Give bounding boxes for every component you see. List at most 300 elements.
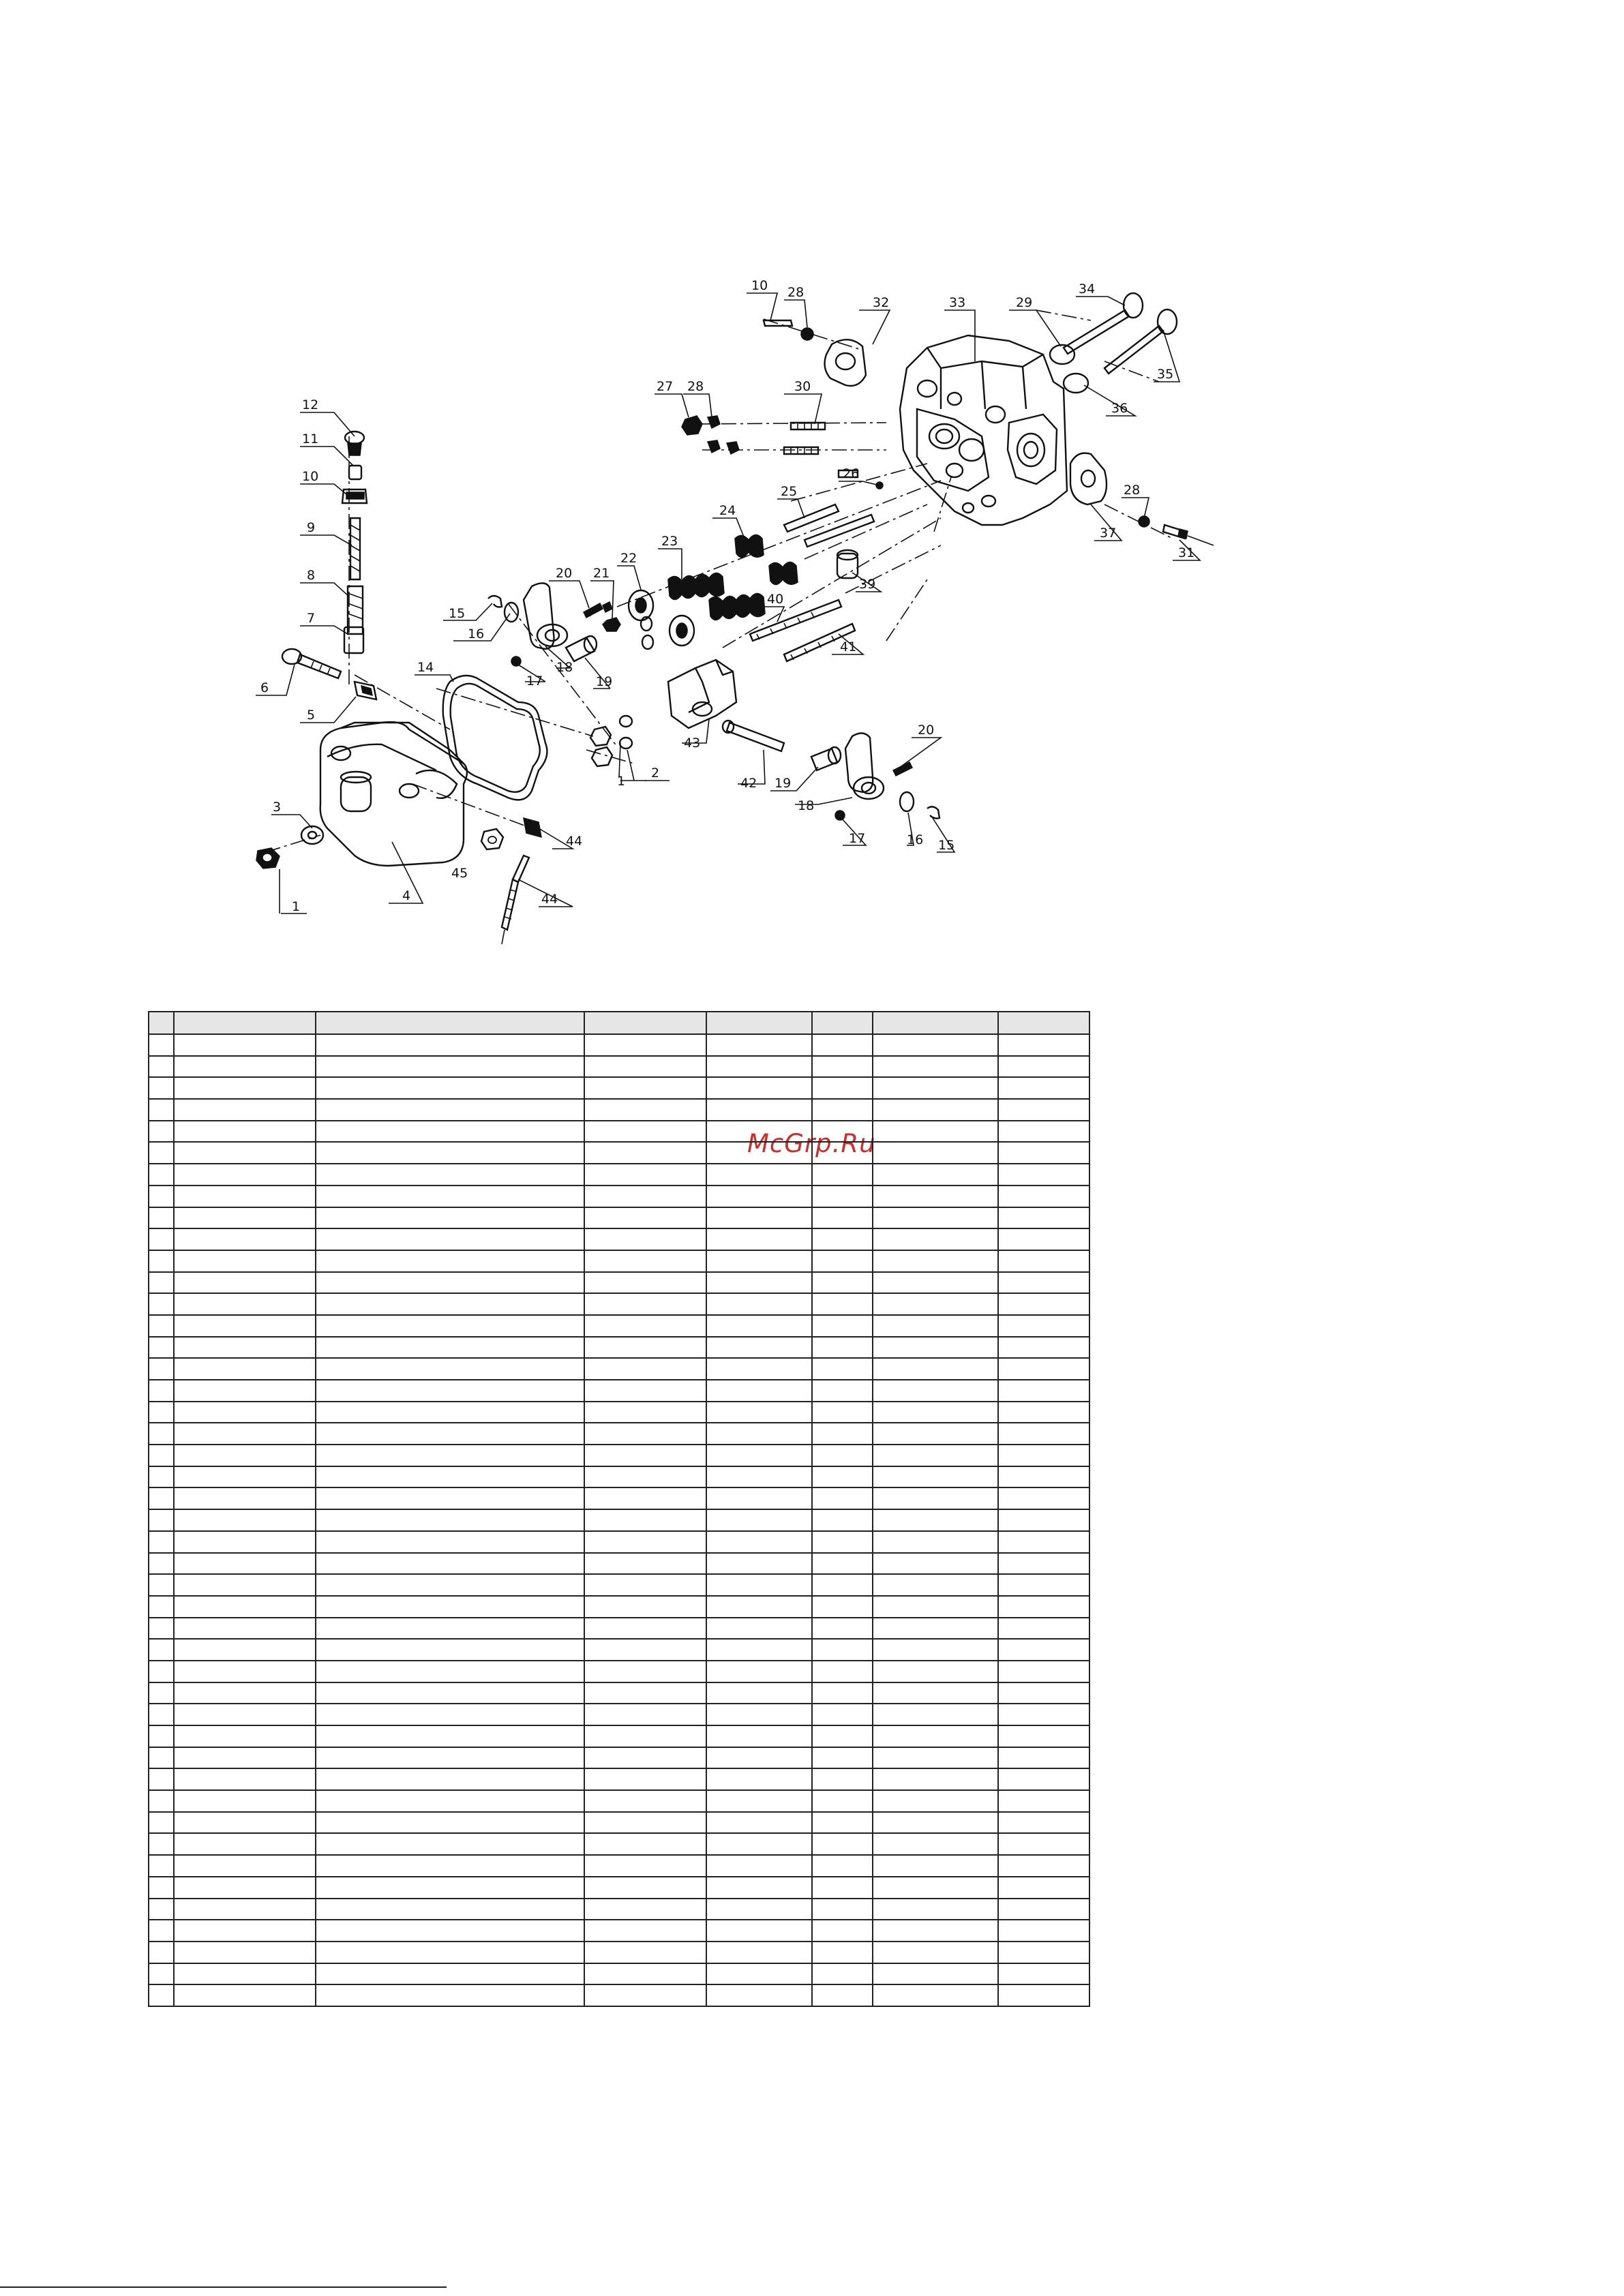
table-cell: [998, 1056, 1089, 1078]
table-row: [149, 1423, 1089, 1445]
table-cell: [706, 1531, 812, 1553]
header-cell-col8: [998, 1012, 1089, 1034]
table-cell: [998, 1077, 1089, 1099]
table-cell: [316, 1250, 584, 1272]
table-row: [149, 1358, 1089, 1380]
callout-20-right: 20: [918, 723, 935, 738]
table-row: [149, 1337, 1089, 1359]
table-cell: [873, 1682, 998, 1704]
table-cell: [149, 1380, 174, 1402]
table-cell: [174, 1293, 316, 1315]
table-cell: [316, 1487, 584, 1509]
part-bolt-6: [282, 649, 341, 678]
table-cell: [174, 1380, 316, 1402]
table-cell: [998, 1272, 1089, 1294]
table-cell: [174, 1509, 316, 1531]
table-cell: [873, 1056, 998, 1078]
table-cell: [706, 1768, 812, 1790]
table-cell: [316, 1574, 584, 1596]
table-cell: [873, 1293, 998, 1315]
part-cylinder-head-33: [900, 335, 1067, 525]
table-cell: [584, 1531, 706, 1553]
table-cell: [149, 1725, 174, 1747]
table-cell: [584, 1121, 706, 1143]
table-cell: [706, 1445, 812, 1466]
callout-28-right: 28: [1124, 483, 1141, 498]
table-cell: [316, 1466, 584, 1488]
table-cell: [998, 1704, 1089, 1725]
table-cell: [873, 1855, 998, 1877]
part-stud-44: [502, 856, 529, 944]
table-cell: [812, 1380, 873, 1402]
callout-2: 2: [651, 766, 660, 781]
table-cell: [149, 1661, 174, 1682]
table-cell: [812, 1833, 873, 1855]
table-cell: [149, 1812, 174, 1834]
table-cell: [149, 1034, 174, 1056]
table-cell: [812, 1423, 873, 1445]
table-cell: [998, 1682, 1089, 1704]
table-cell: [316, 1768, 584, 1790]
table-cell: [998, 1833, 1089, 1855]
table-cell: [812, 1121, 873, 1143]
table-cell: [149, 1358, 174, 1380]
table-row: [149, 1250, 1089, 1272]
callout-38: 39: [859, 577, 876, 592]
table-cell: [174, 1596, 316, 1618]
callout-42: 43: [684, 736, 701, 751]
table-cell: [706, 1034, 812, 1056]
table-cell: [812, 1747, 873, 1769]
table-cell: [998, 1207, 1089, 1229]
table-cell: [316, 1207, 584, 1229]
callout-19-right: 19: [775, 776, 792, 791]
table-cell: [174, 1661, 316, 1682]
callout-25: 25: [781, 484, 798, 499]
table-cell: [316, 1682, 584, 1704]
callout-26: 26: [843, 466, 860, 481]
table-cell: [316, 1423, 584, 1445]
table-cell: [873, 1466, 998, 1488]
table-row: [149, 1185, 1089, 1207]
table-cell: [174, 1337, 316, 1359]
callout-1-center: 1: [617, 774, 626, 789]
table-cell: [873, 1423, 998, 1445]
table-cell: [706, 1380, 812, 1402]
table-cell: [584, 1142, 706, 1164]
table-cell: [149, 1920, 174, 1942]
table-cell: [316, 1877, 584, 1899]
table-cell: [316, 1855, 584, 1877]
callout-28-top: 28: [787, 285, 805, 300]
table-cell: [174, 1812, 316, 1834]
table-cell: [873, 1164, 998, 1185]
table-cell: [149, 1509, 174, 1531]
table-cell: [316, 1185, 584, 1207]
table-cell: [998, 1531, 1089, 1553]
table-cell: [873, 1337, 998, 1359]
table-row: [149, 1855, 1089, 1877]
table-cell: [584, 1877, 706, 1899]
callout-9: 9: [307, 520, 316, 535]
table-row: [149, 1942, 1089, 1963]
table-cell: [316, 1337, 584, 1359]
table-cell: [149, 1574, 174, 1596]
table-cell: [812, 1812, 873, 1834]
table-row: [149, 1099, 1089, 1121]
callout-12: 11: [302, 432, 319, 447]
table-cell: [812, 1682, 873, 1704]
table-cell: [149, 1056, 174, 1078]
table-cell: [812, 1487, 873, 1509]
table-cell: [706, 1899, 812, 1920]
table-cell: [316, 1942, 584, 1963]
callout-44: 44: [541, 892, 558, 907]
table-cell: [149, 1142, 174, 1164]
table-cell: [316, 1984, 584, 2006]
table-cell: [706, 1790, 812, 1812]
table-cell: [812, 1250, 873, 1272]
table-cell: [584, 1855, 706, 1877]
table-cell: [706, 1164, 812, 1185]
table-row: [149, 1833, 1089, 1855]
header-cell-col5: [706, 1012, 812, 1034]
table-cell: [174, 1768, 316, 1790]
table-cell: [174, 1963, 316, 1985]
table-header: [149, 1012, 1089, 1034]
header-cell-no: [149, 1012, 174, 1034]
table-cell: [174, 1942, 316, 1963]
table-row: [149, 1509, 1089, 1531]
table-cell: [174, 1056, 316, 1078]
table-cell: [812, 1639, 873, 1661]
table-cell: [174, 1618, 316, 1640]
table-cell: [316, 1639, 584, 1661]
table-cell: [584, 1337, 706, 1359]
callout-4: 4: [402, 888, 411, 903]
table-cell: [174, 1164, 316, 1185]
table-cell: [316, 1725, 584, 1747]
callout-7: 7: [307, 611, 316, 626]
table-cell: [706, 1877, 812, 1899]
table-cell: [149, 1337, 174, 1359]
table-cell: [149, 1466, 174, 1488]
table-cell: [584, 1790, 706, 1812]
table-cell: [998, 1855, 1089, 1877]
table-cell: [706, 1833, 812, 1855]
table-cell: [584, 1747, 706, 1769]
table-cell: [998, 1228, 1089, 1250]
table-cell: [706, 1185, 812, 1207]
table-cell: [584, 1920, 706, 1942]
footer-rule: [0, 2286, 447, 2288]
table-cell: [584, 1942, 706, 1963]
table-cell: [316, 1963, 584, 1985]
table-cell: [873, 1747, 998, 1769]
table-row: [149, 1315, 1089, 1337]
table-cell: [584, 1963, 706, 1985]
table-cell: [706, 1747, 812, 1769]
callout-36: 36: [1111, 401, 1128, 416]
table-cell: [584, 1164, 706, 1185]
table-cell: [706, 1812, 812, 1834]
table-cell: [873, 1553, 998, 1575]
table-cell: [812, 1228, 873, 1250]
table-cell: [998, 1315, 1089, 1337]
table-cell: [998, 1380, 1089, 1402]
table-cell: [706, 1855, 812, 1877]
table-cell: [584, 1445, 706, 1466]
table-cell: [149, 1099, 174, 1121]
table-cell: [174, 1466, 316, 1488]
table-cell: [149, 1250, 174, 1272]
table-cell: [706, 1487, 812, 1509]
table-cell: [812, 1855, 873, 1877]
table-cell: [174, 1639, 316, 1661]
table-cell: [873, 1963, 998, 1985]
table-cell: [149, 1402, 174, 1423]
table-cell: [149, 1877, 174, 1899]
table-cell: [873, 1618, 998, 1640]
table-cell: [998, 1984, 1089, 2006]
table-cell: [706, 1315, 812, 1337]
table-cell: [873, 1725, 998, 1747]
callout-16-left: 16: [468, 626, 485, 641]
table-cell: [998, 1509, 1089, 1531]
callout-1-left: 1: [292, 899, 301, 914]
table-cell: [174, 1531, 316, 1553]
table-cell: [149, 1315, 174, 1337]
table-cell: [316, 1747, 584, 1769]
table-cell: [584, 1402, 706, 1423]
part-nuts-center: [590, 716, 632, 766]
header-cell-code: [174, 1012, 316, 1034]
table-cell: [584, 1293, 706, 1315]
table-cell: [584, 1185, 706, 1207]
table-row: [149, 1164, 1089, 1185]
table-cell: [174, 1207, 316, 1229]
table-cell: [584, 1358, 706, 1380]
table-row: [149, 1142, 1089, 1164]
table-cell: [812, 1877, 873, 1899]
table-cell: [706, 1682, 812, 1704]
table-cell: [584, 1380, 706, 1402]
table-cell: [812, 1984, 873, 2006]
table-cell: [584, 1812, 706, 1834]
table-cell: [149, 1121, 174, 1143]
table-cell: [998, 1358, 1089, 1380]
table-body: [149, 1034, 1089, 2006]
table-cell: [873, 1099, 998, 1121]
table-cell: [873, 1790, 998, 1812]
table-row: [149, 1056, 1089, 1078]
table-row: [149, 1596, 1089, 1618]
table-cell: [706, 1250, 812, 1272]
callout-16-right: 16: [907, 832, 924, 847]
table-cell: [584, 1034, 706, 1056]
part-rocker-arm-right: [811, 733, 939, 820]
table-cell: [812, 1725, 873, 1747]
table-cell: [149, 1445, 174, 1466]
table-cell: [316, 1358, 584, 1380]
table-cell: [149, 1682, 174, 1704]
callout-17-left: 17: [526, 674, 543, 689]
callout-39: 40: [767, 592, 784, 607]
table-cell: [873, 1833, 998, 1855]
table-cell: [149, 1228, 174, 1250]
callout-18-left: 18: [556, 660, 573, 675]
table-cell: [174, 1315, 316, 1337]
table-cell: [316, 1661, 584, 1682]
table-cell: [998, 1034, 1089, 1056]
table-row: [149, 1531, 1089, 1553]
table-cell: [149, 1768, 174, 1790]
header-cell-col4: [584, 1012, 706, 1034]
table-cell: [812, 1272, 873, 1294]
table-cell: [998, 1402, 1089, 1423]
table-cell: [316, 1596, 584, 1618]
table-cell: [873, 1877, 998, 1899]
callout-34: 34: [1079, 282, 1096, 297]
table-cell: [584, 1899, 706, 1920]
part-fitting-5: [355, 682, 376, 699]
callout-15-right: 15: [938, 838, 955, 853]
table-cell: [316, 1228, 584, 1250]
table-cell: [584, 1466, 706, 1488]
table-row: [149, 1207, 1089, 1229]
table-cell: [316, 1142, 584, 1164]
table-cell: [706, 1423, 812, 1445]
table-cell: [149, 1618, 174, 1640]
table-cell: [174, 1142, 316, 1164]
table-cell: [584, 1207, 706, 1229]
callout-35: 35: [1157, 367, 1174, 382]
table-cell: [584, 1250, 706, 1272]
callout-labels: [260, 278, 1194, 914]
table-cell: [174, 1121, 316, 1143]
table-cell: [873, 1358, 998, 1380]
callout-37: 37: [1100, 526, 1117, 541]
table-cell: [873, 1531, 998, 1553]
table-cell: [998, 1142, 1089, 1164]
table-cell: [316, 1704, 584, 1725]
table-cell: [873, 1228, 998, 1250]
table-cell: [998, 1466, 1089, 1488]
table-cell: [812, 1768, 873, 1790]
table-cell: [316, 1812, 584, 1834]
table-cell: [316, 1121, 584, 1143]
table-cell: [706, 1553, 812, 1575]
table-cell: [584, 1272, 706, 1294]
exploded-parts-diagram: [0, 0, 1624, 968]
table-cell: [706, 1056, 812, 1078]
part-bolt-31: [1139, 516, 1214, 545]
table-cell: [998, 1121, 1089, 1143]
table-cell: [584, 1099, 706, 1121]
table-cell: [316, 1293, 584, 1315]
table-cell: [873, 1704, 998, 1725]
table-row: [149, 1034, 1089, 1056]
table-cell: [149, 1790, 174, 1812]
table-cell: [316, 1164, 584, 1185]
table-cell: [316, 1077, 584, 1099]
table-cell: [174, 1250, 316, 1272]
table-cell: [149, 1899, 174, 1920]
table-cell: [149, 1963, 174, 1985]
table-cell: [706, 1725, 812, 1747]
table-cell: [873, 1250, 998, 1272]
table-cell: [149, 1833, 174, 1855]
table-cell: [873, 1574, 998, 1596]
part-nut-21: [603, 618, 620, 631]
table-row: [149, 1661, 1089, 1682]
table-cell: [998, 1963, 1089, 1985]
table-cell: [706, 1984, 812, 2006]
table-cell: [812, 1942, 873, 1963]
table-cell: [149, 1272, 174, 1294]
table-cell: [316, 1099, 584, 1121]
table-cell: [584, 1487, 706, 1509]
callout-20-left: 20: [556, 566, 573, 581]
table-cell: [316, 1618, 584, 1640]
table-cell: [873, 1034, 998, 1056]
callout-45: 45: [451, 866, 468, 881]
table-row: [149, 1747, 1089, 1769]
table-cell: [706, 1596, 812, 1618]
table-cell: [316, 1315, 584, 1337]
table-cell: [812, 1466, 873, 1488]
table-cell: [316, 1056, 584, 1078]
table-row: [149, 1899, 1089, 1920]
table-cell: [316, 1402, 584, 1423]
table-cell: [174, 1747, 316, 1769]
callout-8: 8: [307, 568, 316, 583]
table-row: [149, 1272, 1089, 1294]
table-cell: [706, 1618, 812, 1640]
table-cell: [998, 1942, 1089, 1963]
table-cell: [812, 1293, 873, 1315]
table-cell: [812, 1574, 873, 1596]
table-cell: [873, 1920, 998, 1942]
table-cell: [149, 1639, 174, 1661]
table-cell: [812, 1899, 873, 1920]
part-rocker-arm-left: [488, 583, 567, 666]
callout-24: 24: [719, 503, 736, 518]
table-cell: [316, 1509, 584, 1531]
table-cell: [706, 1272, 812, 1294]
callout-15-left: 15: [449, 606, 466, 621]
table-cell: [812, 1142, 873, 1164]
table-cell: [706, 1466, 812, 1488]
table-cell: [873, 1142, 998, 1164]
part-nut-1: [256, 848, 280, 868]
table-row: [149, 1812, 1089, 1834]
table-cell: [873, 1487, 998, 1509]
table-cell: [584, 1228, 706, 1250]
table-cell: [812, 1077, 873, 1099]
table-cell: [584, 1056, 706, 1078]
table-cell: [706, 1661, 812, 1682]
table-row: [149, 1402, 1089, 1423]
callout-30: 30: [794, 379, 811, 394]
table-cell: [812, 1207, 873, 1229]
table-cell: [812, 1920, 873, 1942]
table-cell: [584, 1553, 706, 1575]
table-cell: [998, 1293, 1089, 1315]
table-cell: [812, 1056, 873, 1078]
table-cell: [584, 1639, 706, 1661]
table-cell: [584, 1596, 706, 1618]
